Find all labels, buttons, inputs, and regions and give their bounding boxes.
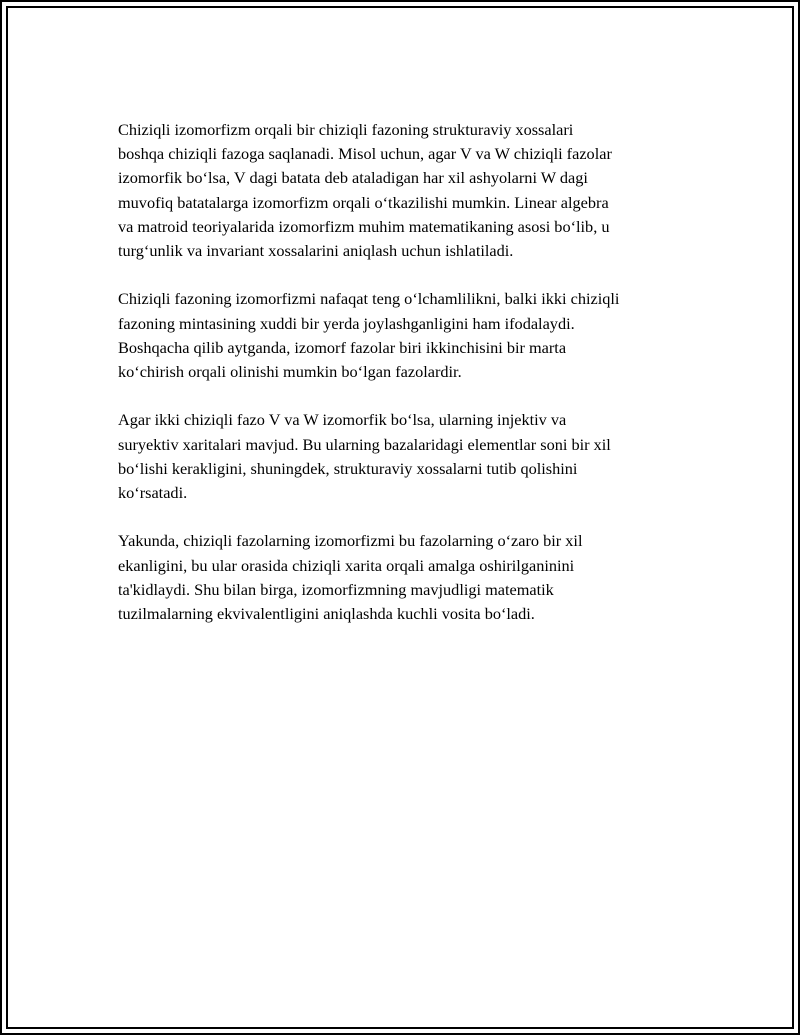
text-line: turg‘unlik va invariant xossalarini aniqlash uchun ishlatiladi. xyxy=(118,241,514,261)
text-line: ko‘chirish orqali olinishi mumkin bo‘lgan fazolardir. xyxy=(118,362,462,382)
document-body xyxy=(118,118,688,650)
paragraph-3 xyxy=(118,408,688,505)
text-line: bo‘lishi kerakligini, shuningdek, strukturaviy xossalarni tutib qolishini xyxy=(118,458,578,478)
text-line: va matroid teoriyalarida izomorfizm muhim matematikaning asosi bo‘lib, u xyxy=(118,216,610,236)
text-line: Yakunda, chiziqli fazolarning izomorfizmi bu fazolarning o‘zaro bir xil xyxy=(118,531,583,551)
paragraph-1 xyxy=(118,118,688,263)
text-line: ko‘rsatadi. xyxy=(118,483,188,503)
text-line: Chiziqli izomorfizm orqali bir chiziqli fazoning strukturaviy xossalari xyxy=(118,120,574,139)
text-line: boshqa chiziqli fazoga saqlanadi. Misol uchun, agar V va W chiziqli fazolar xyxy=(118,144,612,164)
paragraph-4 xyxy=(118,529,688,626)
text-line: Agar ikki chiziqli fazo V va W izomorfik bo‘lsa, ularning injektiv va xyxy=(118,410,567,430)
text-line: fazoning mintasining xuddi bir yerda joylashganligini ham ifodalaydi. xyxy=(118,313,575,333)
text-line: Chiziqli fazoning izomorfizmi nafaqat teng o‘lchamlilikni, balki ikki chiziqli xyxy=(118,289,620,309)
text-line: Boshqacha qilib aytganda, izomorf fazolar biri ikkinchisini bir marta xyxy=(118,337,567,357)
text-line: muvofiq batatalarga izomorfizm orqali o‘tkazilishi mumkin. Linear algebra xyxy=(118,192,609,212)
text-line: ta'kidlaydi. Shu bilan birga, izomorfizmning mavjudligi matematik xyxy=(118,579,554,599)
text-line: tuzilmalarning ekvivalentligini aniqlashda kuchli vosita bo‘ladi. xyxy=(118,604,535,624)
text-line: izomorfik bo‘lsa, V dagi batata deb ataladigan har xil ashyolarni W dagi xyxy=(118,168,588,188)
paragraph-2 xyxy=(118,287,688,384)
text-line: ekanligini, bu ular orasida chiziqli xarita orqali amalga oshirilganinini xyxy=(118,555,575,575)
text-line: suryektiv xaritalari mavjud. Bu ularning bazalaridagi elementlar soni bir xil xyxy=(118,434,611,454)
